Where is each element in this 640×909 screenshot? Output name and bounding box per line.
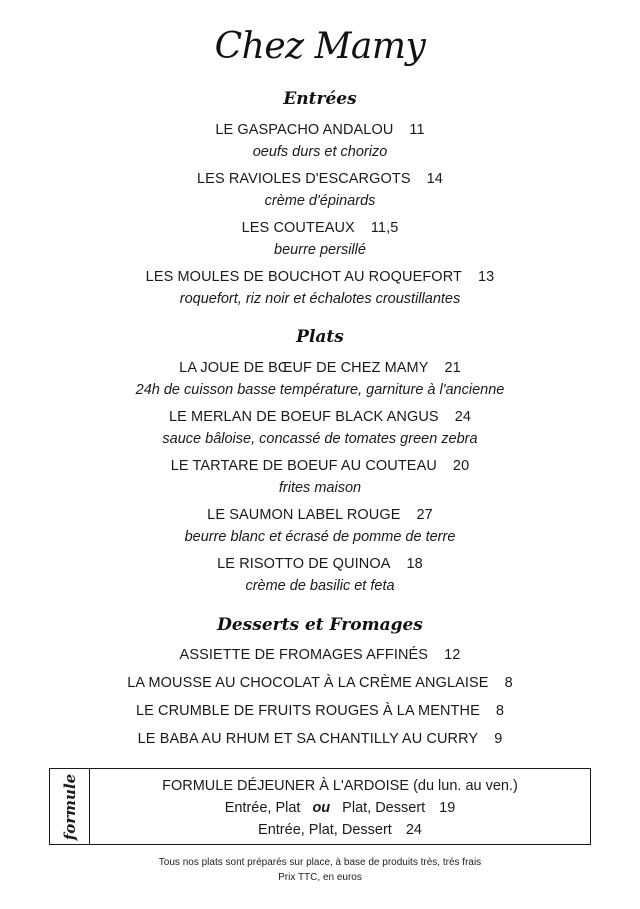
formule-title-note: (du lun. au ven.): [413, 778, 518, 794]
formule-option-2-label: Entrée, Plat, Dessert: [258, 822, 392, 838]
dish-plat-2: [0, 408, 640, 448]
formule-tab-label: formule: [60, 773, 79, 840]
dish-price: 8: [495, 703, 505, 719]
dish-dessert-2: [0, 674, 640, 692]
formule-option-1-right: Plat, Dessert: [342, 800, 426, 816]
dish-price: 11: [409, 122, 425, 138]
formule-option-2: [90, 819, 590, 841]
formule-or: ou: [312, 800, 331, 816]
dish-name: LA MOUSSE AU CHOCOLAT À LA CRÈME ANGLAISE: [127, 675, 489, 691]
dish-entree-3: [0, 219, 640, 259]
restaurant-name: Chez Mamy: [214, 26, 426, 67]
dish-price: 27: [416, 507, 433, 523]
dish-name: LE CRUMBLE DE FRUITS ROUGES À LA MENTHE: [135, 703, 480, 719]
dish-description: crème de basilic et feta: [245, 578, 395, 594]
dish-description: crème d'épinards: [264, 193, 376, 209]
dish-description: roquefort, riz noir et échalotes croustillantes: [179, 291, 461, 307]
dish-price: 11,5: [370, 220, 399, 236]
dish-name: LES MOULES DE BOUCHOT AU ROQUEFORT: [145, 269, 462, 285]
formule-title: FORMULE DÉJEUNER À L'ARDOISE: [162, 778, 410, 794]
dish-plat-5: [0, 555, 640, 595]
dish-price: 8: [504, 675, 513, 691]
dish-name: LE MERLAN DE BOEUF BLACK ANGUS: [168, 409, 439, 425]
dish-price: 18: [406, 556, 423, 572]
formule-title-line: [90, 775, 590, 797]
formule-tab: [50, 769, 90, 844]
footer-line-1: Tous nos plats sont préparés sur place, à base de produits très, très frais: [158, 857, 482, 868]
dish-price: 20: [452, 458, 470, 474]
formule-option-1: [90, 797, 590, 819]
dish-entree-1: [0, 121, 640, 161]
dish-price: 21: [444, 360, 461, 376]
dish-description: beurre persillé: [274, 242, 366, 258]
dish-name: LES RAVIOLES D'ESCARGOTS: [197, 171, 411, 187]
formule-box: [49, 768, 591, 845]
dish-price: 24: [454, 409, 472, 425]
dish-description: 24h de cuisson basse température, garniture à l'ancienne: [135, 382, 505, 398]
dish-description: beurre blanc et écrasé de pomme de terre: [184, 529, 456, 545]
dish-plat-4: [0, 506, 640, 546]
formule-content: [90, 775, 590, 841]
dish-description: frites maison: [278, 480, 362, 496]
dish-entree-4: [0, 268, 640, 308]
dish-description: oeufs durs et chorizo: [252, 144, 388, 160]
formule-option-1-left: Entrée, Plat: [224, 800, 301, 816]
section-title-entrees: Entrées: [283, 89, 357, 109]
dish-name: LE RISOTTO DE QUINOA: [217, 556, 391, 572]
dish-price: 12: [444, 647, 461, 663]
footer-line-2: Prix TTC, en euros: [278, 872, 362, 883]
dish-dessert-4: [0, 730, 640, 748]
footer-note: [0, 855, 640, 885]
dish-name: LA JOUE DE BŒUF DE CHEZ MAMY: [179, 360, 429, 376]
dish-name: ASSIETTE DE FROMAGES AFFINÉS: [179, 647, 429, 663]
dish-plat-3: [0, 457, 640, 497]
dish-name: LE SAUMON LABEL ROUGE: [207, 507, 401, 523]
formule-option-2-price: 24: [405, 822, 422, 838]
dish-dessert-3: [0, 702, 640, 720]
dish-price: 14: [426, 171, 443, 187]
dish-name: LES COUTEAUX: [241, 220, 355, 236]
dish-price: 9: [494, 731, 503, 747]
dish-price: 13: [477, 269, 495, 285]
section-title-desserts: Desserts et Fromages: [217, 615, 423, 635]
dish-name: LE BABA AU RHUM ET SA CHANTILLY AU CURRY: [137, 731, 479, 747]
formule-option-1-price: 19: [439, 800, 456, 816]
section-title-plats: Plats: [296, 327, 344, 347]
dish-plat-1: [0, 359, 640, 399]
dish-description: sauce bâloise, concassé de tomates green zebra: [162, 431, 478, 447]
dish-entree-2: [0, 170, 640, 210]
dish-dessert-1: [0, 646, 640, 664]
dish-name: LE TARTARE DE BOEUF AU COUTEAU: [170, 458, 437, 474]
dish-name: LE GASPACHO ANDALOU: [215, 122, 394, 138]
